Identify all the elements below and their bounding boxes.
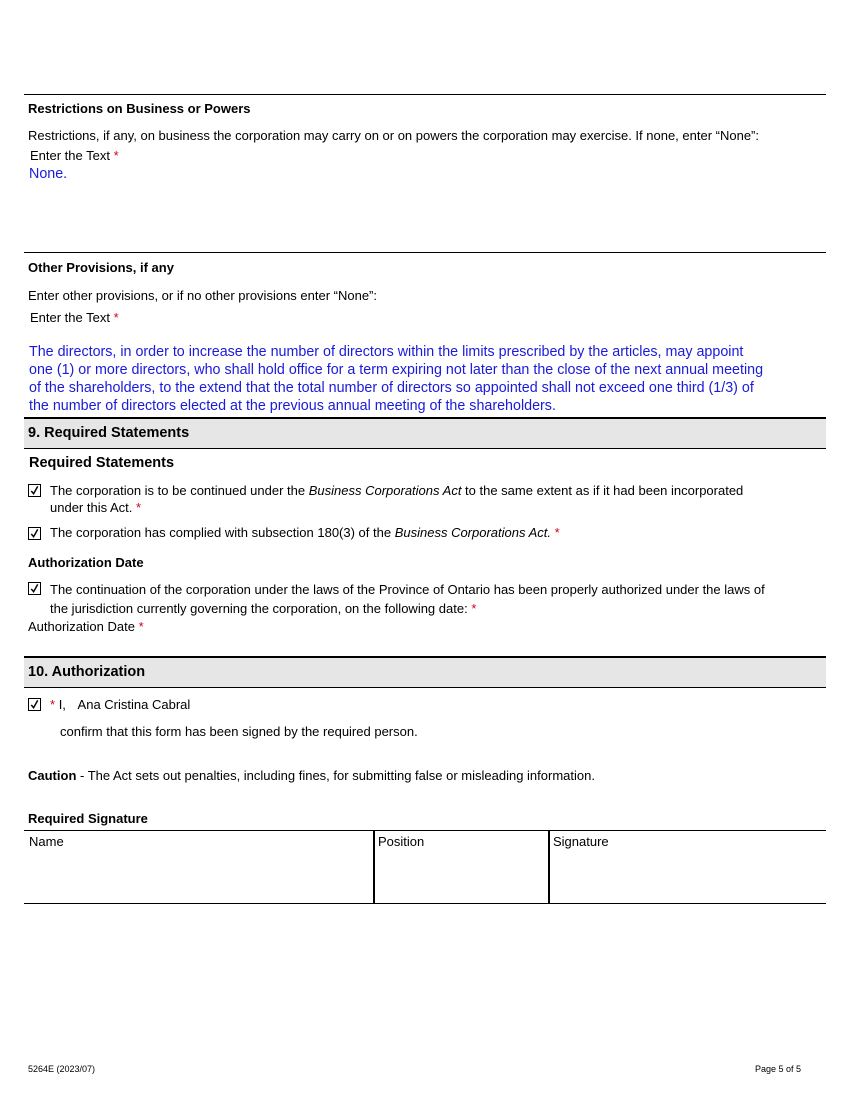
i-label: I, <box>58 697 66 712</box>
form-code: 5264E (2023/07) <box>28 1064 96 1074</box>
required-mark: * <box>136 500 142 515</box>
column-header-name: Name <box>29 834 64 849</box>
authorization-date-label: Authorization Date * <box>28 619 144 634</box>
checkmark-icon <box>29 528 40 539</box>
restrictions-value[interactable]: None. <box>29 166 68 182</box>
authorization-date-heading: Authorization Date <box>28 555 144 570</box>
column-divider <box>548 830 550 904</box>
restrictions-heading: Restrictions on Business or Powers <box>28 101 251 116</box>
required-mark: * <box>471 601 477 616</box>
caution-text: Caution - The Act sets out penalties, including fines, for submitting false or misleading information. <box>28 768 595 783</box>
table-top-border <box>24 830 826 831</box>
checkmark-icon <box>29 699 40 710</box>
other-provisions-heading: Other Provisions, if any <box>28 260 174 275</box>
signature-cell[interactable] <box>551 855 825 903</box>
section-10-title: 10. Authorization <box>24 658 826 687</box>
confirm-text: confirm that this form has been signed by the required person. <box>60 724 418 739</box>
statement-1-text: The corporation is to be continued under the Business Corporations Act to the same extent as if it had been incorporated under this Act. * <box>50 483 744 515</box>
divider <box>24 687 826 688</box>
checkmark-icon <box>29 583 40 594</box>
required-mark: * <box>113 148 119 163</box>
authorization-line <box>50 697 190 712</box>
required-mark: * <box>554 525 560 540</box>
divider <box>24 94 826 95</box>
signature-name-cell[interactable] <box>24 835 372 903</box>
required-mark: * <box>138 619 144 634</box>
provision-line: The directors, in order to increase the number of directors within the limits prescribed by the articles, may appoint <box>29 344 744 360</box>
restrictions-instruction: Restrictions, if any, on business the corporation may carry on or on powers the corporation may exercise. If none, enter “None”: <box>28 128 759 143</box>
authorizing-person-name[interactable]: Ana Cristina Cabral <box>77 697 191 712</box>
checkmark-icon <box>29 485 40 496</box>
column-header-position: Position <box>378 834 425 849</box>
restrictions-field-label: Enter the Text * <box>30 148 119 163</box>
other-provisions-instruction: Enter other provisions, or if no other provisions enter “None”: <box>28 288 378 303</box>
required-mark: * <box>50 697 56 712</box>
provision-line: the number of directors elected at the previous annual meeting of the shareholders. <box>29 398 556 414</box>
required-statements-heading: Required Statements <box>29 455 175 471</box>
page-number: Page 5 of 5 <box>754 1064 801 1074</box>
section-9-title: 9. Required Statements <box>24 419 826 448</box>
required-signature-heading: Required Signature <box>28 811 148 826</box>
statement-1-checkbox[interactable] <box>28 484 41 497</box>
divider <box>24 448 826 449</box>
column-header-signature: Signature <box>553 834 609 849</box>
statement-3-text: The continuation of the corporation under the laws of the Province of Ontario has been properly authorized under the laws of the jurisdiction currently governing the corporation, on the following date: * <box>50 582 765 616</box>
required-mark: * <box>113 310 119 325</box>
statement-3-checkbox[interactable] <box>28 582 41 595</box>
statement-2-checkbox[interactable] <box>28 527 41 540</box>
provision-line: of the shareholders, to the extend that the total number of directors so appointed shall not exceed one third (1/3) of <box>29 380 754 396</box>
provision-line: one (1) or more directors, who shall hold office for a term expiring not later than the close of the next annual meeting <box>29 362 764 378</box>
divider <box>24 252 826 253</box>
other-provisions-field-label: Enter the Text * <box>30 310 119 325</box>
authorization-checkbox[interactable] <box>28 698 41 711</box>
other-provisions-value[interactable] <box>29 343 825 415</box>
column-divider <box>373 830 375 904</box>
signature-position-cell[interactable] <box>376 855 546 903</box>
statement-2-text: The corporation has complied with subsection 180(3) of the Business Corporations Act. * <box>50 525 560 540</box>
table-bottom-border <box>24 903 826 904</box>
